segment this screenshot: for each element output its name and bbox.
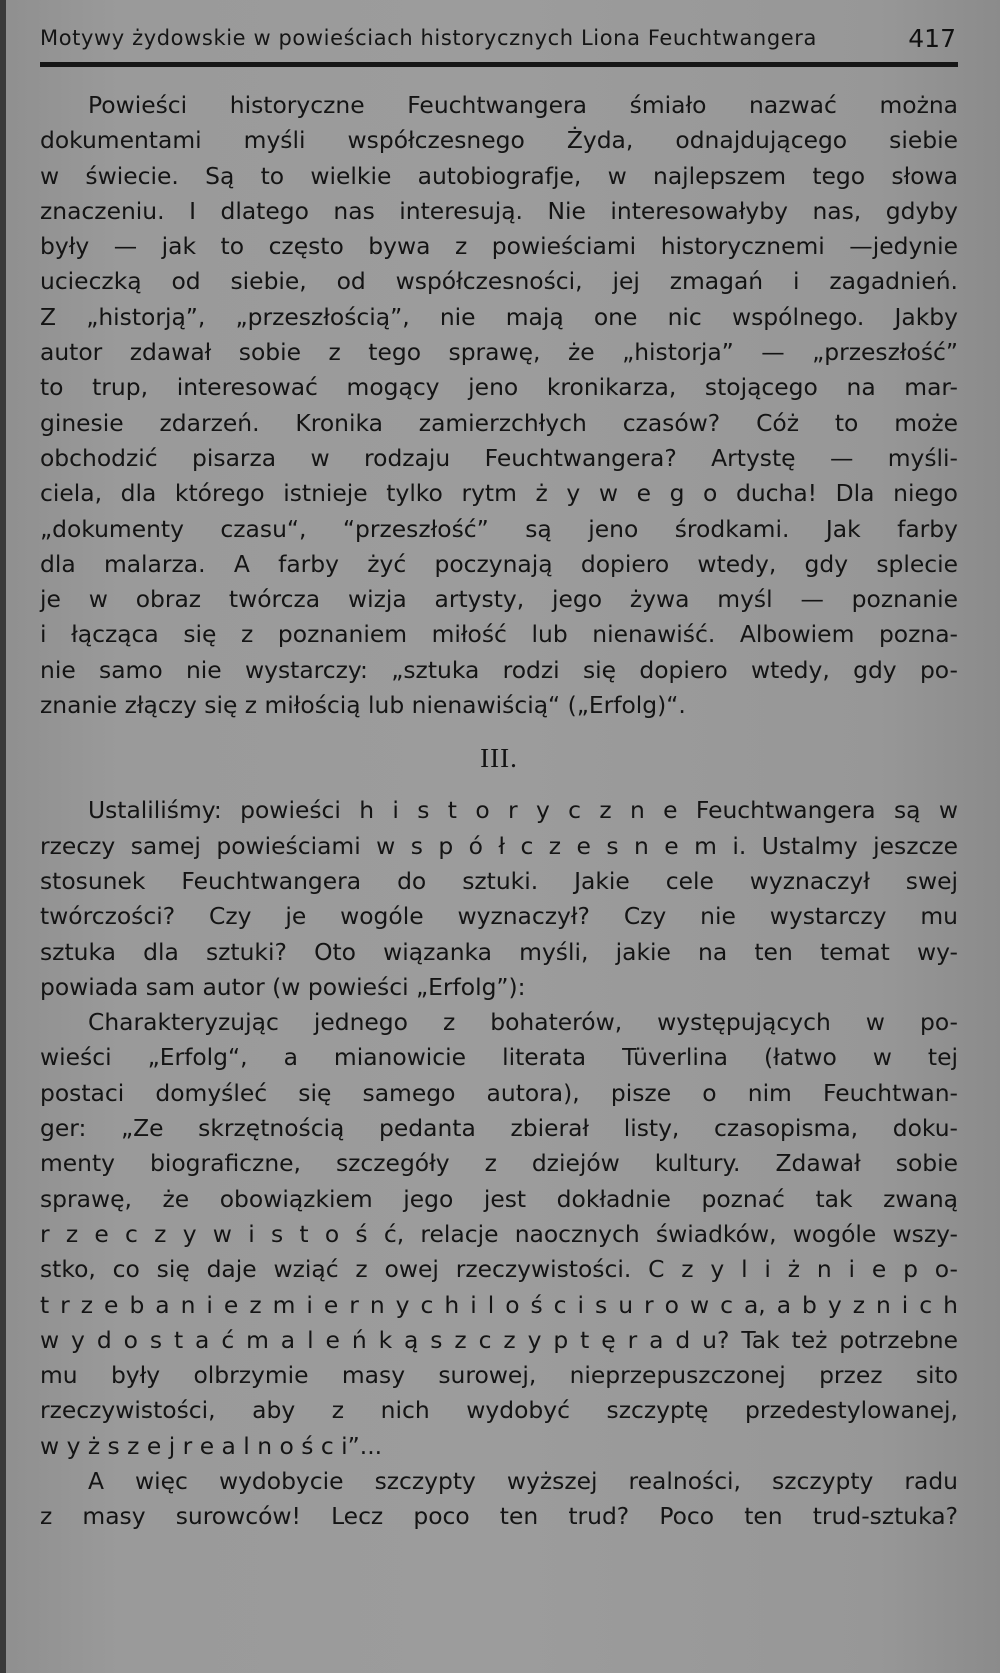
text-line: rzeczywistości, aby z nich wydobyć szczyptę przedestylowanej, — [40, 1396, 958, 1425]
text-line: z masy surowców! Lecz poco ten trud? Poco ten trud-sztuka? — [40, 1502, 958, 1531]
text-line: Ustaliliśmy: powieści h i s t o r y c z n e Feuchtwangera są w — [88, 796, 958, 825]
page-gutter-shadow — [0, 0, 6, 1673]
text-line: stko, co się daje wziąć z owej rzeczywistości. C z y l i ż n i e p o- — [40, 1255, 958, 1284]
text-line: powiada sam autor (w powieści „Erfolg”): — [40, 972, 526, 1001]
text-line: znanie złączy się z miłością lub nienawiścią“ („Erfolg)“. — [40, 691, 686, 720]
text-line: wieści „Erfolg“, a mianowicie literata Tüverlina (łatwo w tej — [40, 1043, 958, 1072]
text-line: nie samo nie wystarczy: „sztuka rodzi się dopiero wtedy, gdy po- — [40, 655, 958, 684]
text-line: sztuka dla sztuki? Oto wiązanka myśli, jakie na ten temat wy- — [40, 937, 958, 966]
paragraph-2 — [40, 793, 958, 1005]
section-heading: III. — [480, 743, 518, 774]
text-line: sprawę, że obowiązkiem jego jest dokładnie poznać tak zwaną — [40, 1184, 958, 1213]
text-line: Charakteryzując jednego z bohaterów, występujących w po- — [88, 1008, 958, 1037]
text-line: ucieczką od siebie, od współczesności, jej zmagań i zagadnień. — [40, 267, 958, 296]
text-line: dokumentami myśli współczesnego Żyda, odnajdującego siebie — [40, 126, 958, 155]
body-text — [40, 88, 958, 1535]
text-line: postaci domyśleć się samego autora), pisze o nim Feuchtwan- — [40, 1078, 958, 1107]
text-line: Powieści historyczne Feuchtwangera śmiało nazwać można — [88, 91, 958, 119]
text-line: ginesie zdarzeń. Kronika zamierzchłych czasów? Cóż to może — [40, 408, 958, 437]
text-line: to trup, interesować mogący jeno kronikarza, stojącego na mar- — [40, 373, 958, 402]
text-line: były — jak to często bywa z powieściami historycznemi —jedynie — [40, 232, 958, 261]
text-line: ger: „Ze skrzętnością pedanta zbierał listy, czasopisma, doku- — [40, 1114, 958, 1143]
text-line: mu były olbrzymie masy surowej, nieprzepuszczonej przez sito — [40, 1361, 958, 1390]
text-line: autor zdawał sobie z tego sprawę, że „historja” — „przeszłość” — [40, 338, 958, 367]
paragraph-4 — [40, 1464, 958, 1535]
text-line: menty biograficzne, szczegóły z dziejów kultury. Zdawał sobie — [40, 1149, 958, 1178]
text-line: znaczeniu. I dlatego nas interesują. Nie interesowałyby nas, gdyby — [40, 196, 958, 225]
text-line: dla malarza. A farby żyć poczynają dopiero wtedy, gdy splecie — [40, 549, 958, 578]
text-line: w y ż s z e j r e a l n o ś c i”... — [40, 1431, 383, 1460]
text-line: stosunek Feuchtwangera do sztuki. Jakie cele wyznaczył swej — [40, 866, 958, 895]
text-line: „dokumenty czasu“, “przeszłość” są jeno środkami. Jak farby — [40, 514, 958, 543]
text-line: A więc wydobycie szczypty wyższej realności, szczypty radu — [88, 1466, 958, 1495]
text-line: w y d o s t a ć m a l e ń k ą s z c z y p t ę r a d u? Tak też potrzebne — [40, 1325, 958, 1354]
running-title: Motywy żydowskie w powieściach historycznych Liona Feuchtwangera — [40, 26, 817, 50]
text-line: i łącząca się z poznaniem miłość lub nienawiść. Albowiem pozna- — [40, 620, 958, 649]
text-line: t r z e b a n i e z m i e r n y c h i l o ś c i s u r o w c a, a b y z n i c h — [40, 1290, 958, 1319]
paragraph-1 — [40, 88, 958, 723]
text-line: twórczości? Czy je wogóle wyznaczył? Czy nie wystarczy mu — [40, 902, 958, 931]
paragraph-3 — [40, 1005, 958, 1464]
page-number: 417 — [908, 24, 956, 53]
text-line: ciela, dla którego istnieje tylko rytm ż y w e g o ducha! Dla niego — [40, 479, 958, 508]
text-line: je w obraz twórcza wizja artysty, jego żywa myśl — poznanie — [40, 585, 958, 614]
text-line: r z e c z y w i s t o ś ć, relacje naocznych świadków, wogóle wszy- — [40, 1219, 958, 1248]
text-line: obchodzić pisarza w rodzaju Feuchtwangera? Artystę — myśli- — [40, 443, 958, 472]
text-line: w świecie. Są to wielkie autobiografje, w najlepszem tego słowa — [40, 161, 958, 190]
header-rule — [40, 62, 958, 67]
text-line: rzeczy samej powieściami w s p ó ł c z e s n e m i. Ustalmy jeszcze — [40, 831, 958, 860]
text-line: Z „historją”, „przeszłością”, nie mają one nic wspólnego. Jakby — [40, 302, 958, 331]
running-header — [40, 22, 958, 62]
